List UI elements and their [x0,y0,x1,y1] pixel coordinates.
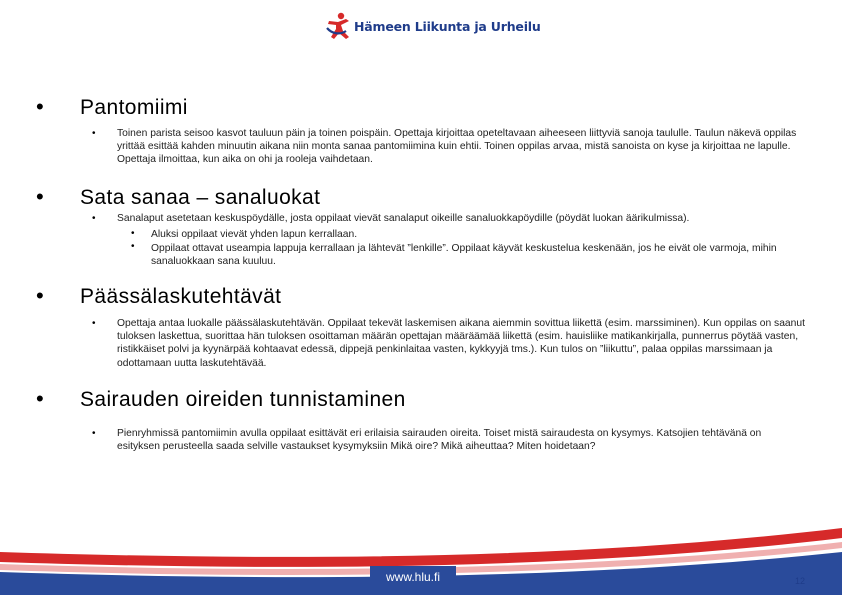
section-bullet: • [36,283,44,308]
running-figure-icon [326,12,352,40]
page-number: 12 [795,576,806,586]
footer-url[interactable]: www.hlu.fi [385,570,441,584]
sub-item: Aluksi oppilaat vievät yhden lapun kerrallaan. [151,229,358,240]
paragraph-bullet: • [92,213,96,224]
brand-logo [326,12,541,40]
section-paragraph: Sanalaput asetetaan keskuspöydälle, josta oppilaat vievät sanalaput oikeille sanaluokkapöydille (pöydät luokan äärikulmissa). [117,213,690,224]
sub-bullet: • [131,228,135,239]
section-title: Sairauden oireiden tunnistaminen [80,388,406,411]
paragraph-bullet: • [92,128,96,139]
section-bullet: • [36,386,44,411]
section-paragraph: Toinen parista seisoo kasvot tauluun päin ja toinen poispäin. Opettaja kirjoittaa opeteltavaan aiheeseen liittyviä sanoja taululle. Taulun näkevä oppilas yrittää esittää kahden minuutin aikana niin monta sanaa pantomiimina kuin ehtii. Toinen oppilas arvaa, mistä sanoista on kyse ja kirjoittaa ne lapulle. Opettaja ilmoittaa, kun aika on ohi ja rooleja vaihdetaan. [117,128,797,166]
section-paragraph: Pienryhmissä pantomiimin avulla oppilaat esittävät eri erilaisia sairauden oireita. Toiset mistä sairaudesta on kysymys. Katsojien tehtävänä on esityksen perusteella saada selville vastaukset kysymyksiin Mikä oire? Mikä aiheuttaa? Miten hoidetaan? [117,428,762,453]
section-bullet: • [36,184,44,209]
section-title: Pantomiimi [80,96,188,119]
sub-item: Oppilaat ottavat useampia lappuja kerrallaan ja lähtevät ”lenkille”. Oppilaat käyvät keskustelua keskenään, jos he eivät ole varmoja, mihin sanaluokkaan sana kuuluu. [151,243,777,268]
paragraph-bullet: • [92,318,96,329]
paragraph-bullet: • [92,428,96,439]
brand-name: Hämeen Liikunta ja Urheilu [354,18,541,34]
section-bullet: • [36,94,44,119]
section-title: Sata sanaa – sanaluokat [80,186,321,209]
section-paragraph: Opettaja antaa luokalle päässälaskutehtävän. Oppilaat tekevät laskemisen aikana aiemmin sovittua liikettä (esim. marssiminen). Kun oppilas on saanut tuloksen laskettua, suorittaa hän tuloksen osoittaman määrän opettajan määräämää liikettä (esim. hauisliike matikankirjalla, punnerrus pöytää vasten, ristikkäiset polvi ja kyynärpää kohtaavat edessä, dippejä penkinlaitaa vasten, kykkyyjä tms.). Kun tulos on ”liikuttu”, palaa oppilas marssimaan ja odottamaan uutta laskutehtävää. [117,318,805,369]
section-title: Päässälaskutehtävät [80,285,282,308]
sub-bullet: • [131,241,135,252]
